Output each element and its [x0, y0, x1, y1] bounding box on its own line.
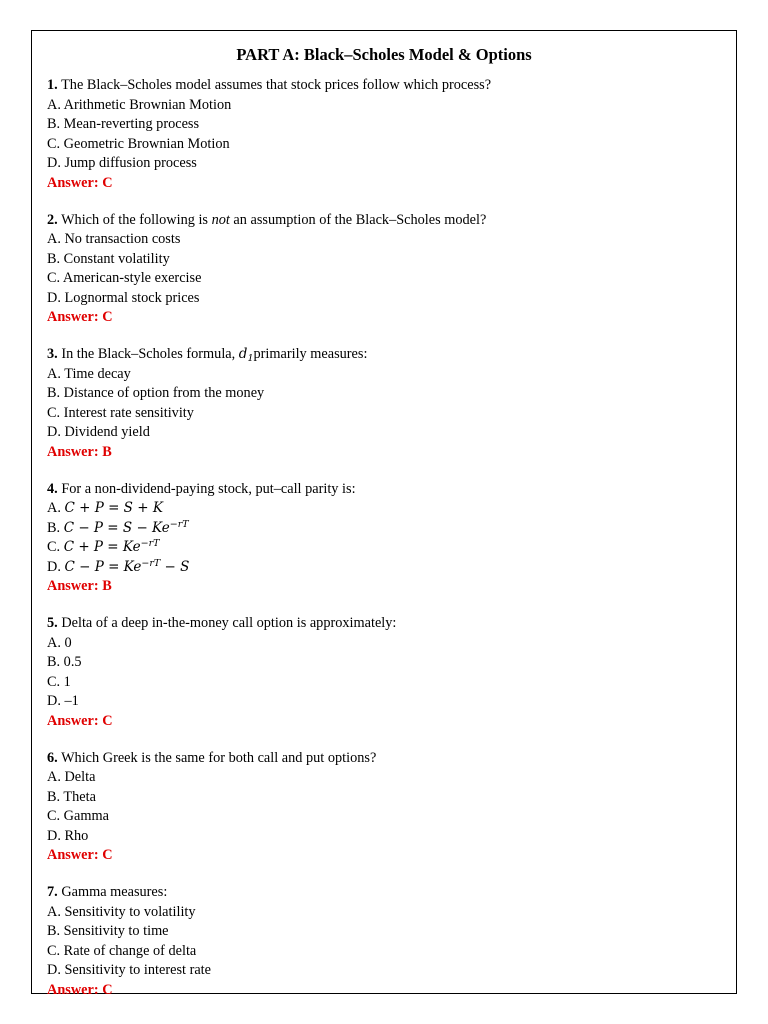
question-7: [47, 883, 726, 1000]
option-d: D. $C - P = Ke^{-rT} - S$: [47, 557, 190, 575]
question-text-before: In the Black–Scholes formula,: [61, 346, 236, 362]
option-a: A. 0: [47, 634, 72, 651]
question-text: Delta of a deep in-the-money call option is approximately:: [61, 615, 397, 631]
d1-symbol: $d_1$: [238, 346, 254, 364]
option-d: D. Sensitivity to interest rate: [47, 962, 211, 978]
question-number: 4.: [47, 480, 58, 497]
question-6: [47, 749, 726, 866]
option-d: D. Lognormal stock prices: [47, 289, 200, 306]
option-a: A. Arithmetic Brownian Motion: [47, 96, 232, 113]
option-a: A. Time decay: [47, 365, 131, 382]
question-stem: [47, 480, 726, 500]
option-b: B. Theta: [47, 788, 96, 805]
answer-key: Answer: C: [47, 981, 113, 998]
question-number: 3.: [47, 346, 58, 362]
option-c: C. 1: [47, 673, 71, 690]
question-3: [47, 345, 726, 462]
question-text: The Black–Scholes model assumes that stock prices follow which process?: [61, 77, 492, 93]
question-stem: [47, 76, 726, 96]
question-1: [47, 76, 726, 193]
option-a: A. Delta: [47, 769, 96, 785]
answer-key: Answer: C: [47, 847, 113, 863]
option-c: C. Gamma: [47, 808, 109, 824]
question-text-after: an assumption of the Black–Scholes model?: [233, 211, 487, 228]
option-d: D. Jump diffusion process: [47, 155, 197, 171]
option-d: D. Dividend yield: [47, 424, 150, 440]
answer-key: Answer: C: [47, 309, 113, 325]
question-number: 6.: [47, 749, 58, 766]
question-number: 1.: [47, 77, 58, 93]
question-text: Which Greek is the same for both call and put options?: [61, 749, 377, 766]
question-5: [47, 614, 726, 731]
answer-key: Answer: C: [47, 174, 113, 191]
option-a: A. Sensitivity to volatility: [47, 903, 196, 920]
option-c: C. Geometric Brownian Motion: [47, 135, 230, 152]
question-text-emphasis: not: [211, 211, 230, 228]
question-stem: [47, 614, 726, 634]
option-c: C. Interest rate sensitivity: [47, 404, 194, 421]
formula: $C - P = Ke^{-rT} - S$: [64, 557, 190, 575]
answer-key: Answer: B: [47, 443, 112, 460]
option-b: B. Constant volatility: [47, 250, 170, 267]
option-a: A. No transaction costs: [47, 231, 181, 247]
option-b: B. $C - P = S - Ke^{-rT}$: [47, 518, 189, 536]
question-stem: [47, 883, 726, 903]
option-b: B. 0.5: [47, 654, 82, 670]
question-stem: [47, 211, 726, 231]
answer-key: Answer: C: [47, 712, 113, 729]
option-c: C. Rate of change of delta: [47, 942, 197, 959]
formula: $C + P = Ke^{-rT}$: [63, 538, 160, 555]
option-b: B. Sensitivity to time: [47, 923, 169, 939]
formula: C + P = S + K: [64, 500, 163, 516]
question-text-before: Which of the following is: [61, 211, 208, 228]
question-list: [47, 76, 726, 1018]
page-border: [31, 30, 737, 998]
page-title: PART A: Black–Scholes Model & Options: [236, 45, 532, 64]
question-2: [47, 211, 726, 328]
question-text: For a non-dividend-paying stock, put–call parity is:: [61, 480, 356, 497]
question-4: [47, 480, 726, 597]
question-number: 2.: [47, 211, 58, 228]
question-stem: [47, 345, 726, 365]
option-b: B. Mean-reverting process: [47, 116, 200, 132]
question-stem: [47, 749, 726, 769]
option-b: B. Distance of option from the money: [47, 385, 265, 401]
formula: $C - P = S - Ke^{-rT}$: [63, 518, 189, 536]
question-text: Gamma measures:: [61, 884, 168, 900]
question-number: 5.: [47, 615, 58, 631]
option-c: C. $C + P = Ke^{-rT}$: [47, 538, 160, 555]
answer-key: Answer: B: [47, 578, 112, 594]
question-text-after: primarily measures:: [253, 346, 368, 362]
option-c: C. American-style exercise: [47, 270, 202, 286]
option-a: A. C + P = S + K: [47, 500, 163, 516]
option-d: D. Rho: [47, 827, 89, 844]
question-number: 7.: [47, 884, 58, 900]
option-d: D. –1: [47, 693, 79, 709]
